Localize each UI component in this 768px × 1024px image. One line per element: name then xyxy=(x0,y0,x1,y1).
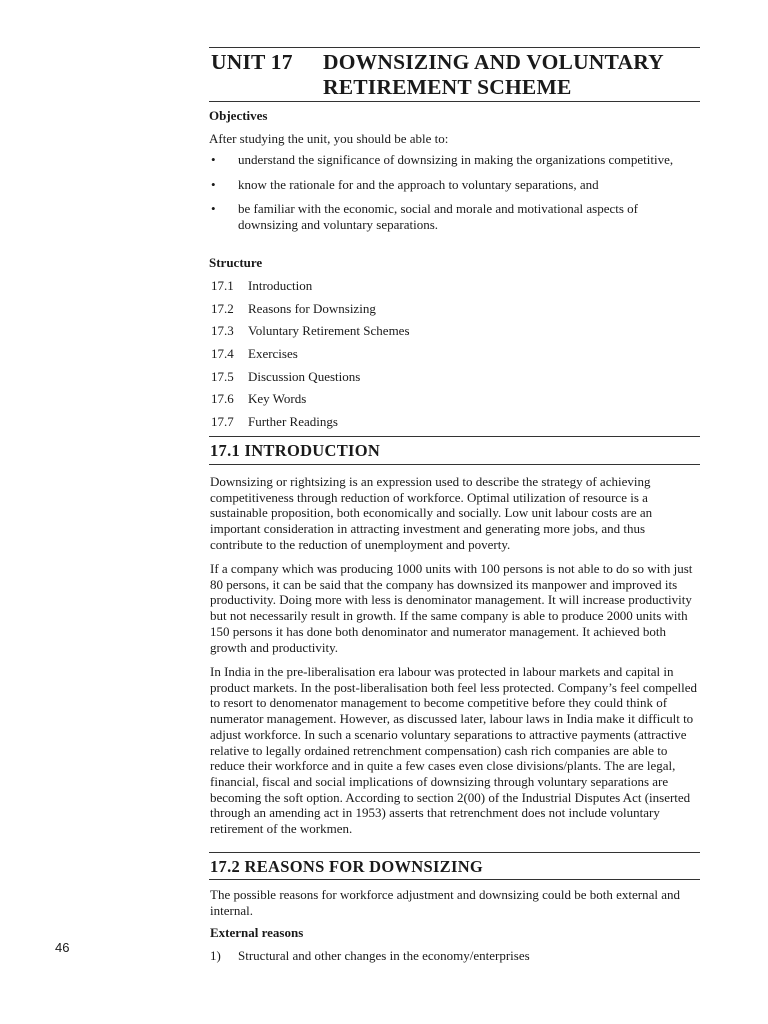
objectives-intro: After studying the unit, you should be able to: xyxy=(209,131,449,146)
structure-item xyxy=(211,346,410,369)
bullet-icon: • xyxy=(211,201,216,217)
title-top-rule xyxy=(209,47,700,48)
objective-item xyxy=(209,201,699,232)
objective-text: understand the significance of downsizing in making the organizations competitive, xyxy=(238,152,674,167)
structure-item-label: Further Readings xyxy=(248,414,338,430)
unit-title-line-2: RETIREMENT SCHEME xyxy=(323,75,572,99)
objective-text: know the rationale for and the approach to voluntary separations, and xyxy=(238,176,599,192)
structure-item xyxy=(211,369,410,392)
list-item-number: 1) xyxy=(210,948,221,963)
structure-item-number: 17.2 xyxy=(211,300,234,316)
title-bottom-rule xyxy=(209,101,700,102)
external-reasons-heading: External reasons xyxy=(210,925,304,940)
structure-item-number: 17.3 xyxy=(211,323,234,339)
section-heading-introduction: 17.1 INTRODUCTION xyxy=(210,441,381,460)
structure-heading: Structure xyxy=(209,255,263,270)
objective-item xyxy=(209,177,699,193)
structure-item xyxy=(211,301,410,324)
unit-title-line-1: DOWNSIZING AND VOLUNTARY xyxy=(323,50,664,74)
structure-item-number: 17.6 xyxy=(211,391,234,407)
objectives-heading: Objectives xyxy=(209,108,268,123)
bullet-icon: • xyxy=(211,152,216,167)
structure-item xyxy=(211,414,410,437)
objectives-list xyxy=(209,152,699,233)
section-1-bottom-rule xyxy=(209,464,700,465)
structure-item-number: 17.5 xyxy=(211,368,234,384)
structure-item xyxy=(211,391,410,414)
introduction-paragraph-3: In India in the pre-liberalisation era labour was protected in labour markets and capital in product markets. In the post-liberalisation both feel less protected. Company’s feel compelled to resort to denomenator management to become competitive before they could think of numerator management. However, as discussed later, labour laws in India make it difficult to adjust workforce. In such a scenario voluntary separations to attractive payments (attractive relative to legally ordained retrenchment compensation) cash rich companies are able to reduce their workforce and in quite a few cases even close divisions/plants. The are legal, financial, fiscal and social implications of downsizing through voluntary separations are becoming the soft option. According to section 2(00) of the Industrial Disputes Act (inserted through an amending act in 1953) asserts that retrenchment does not include voluntary retirement of the workmen. xyxy=(210,664,697,837)
structure-item-label: Discussion Questions xyxy=(248,368,361,384)
introduction-paragraph-2: If a company which was producing 1000 units with 100 persons is not able to do so with just 80 persons, it can be said that the company has downsized its manpower and improved its productivity. Doing more with less is denominator management. It will increase productivity but not necessarily result in growth. If the same company is able to produce 2000 units with 150 persons it has done both denominator and numerator management. It achieved both growth and productivity. xyxy=(210,561,693,655)
structure-item-number: 17.1 xyxy=(211,278,234,293)
list-item xyxy=(210,948,530,964)
section-2-bottom-rule xyxy=(209,879,700,880)
structure-item-number: 17.7 xyxy=(211,414,234,430)
structure-item-label: Reasons for Downsizing xyxy=(248,300,376,316)
structure-list xyxy=(211,278,410,437)
structure-item xyxy=(211,278,410,301)
objective-item xyxy=(209,152,699,168)
structure-item-label: Voluntary Retirement Schemes xyxy=(248,323,410,339)
page-number: 46 xyxy=(55,940,70,955)
section-heading-reasons: 17.2 REASONS FOR DOWNSIZING xyxy=(210,857,484,876)
structure-item xyxy=(211,323,410,346)
structure-item-label: Introduction xyxy=(248,278,313,293)
bullet-icon: • xyxy=(211,176,216,192)
objective-text: be familiar with the economic, social and morale and motivational aspects of downsizing and voluntary separations. xyxy=(238,201,638,233)
introduction-paragraph-1: Downsizing or rightsizing is an expression used to describe the strategy of achieving competitiveness through reduction of workforce. Optimal utilization of resource is a sustainable proposition, both economically and socially. Low unit labour costs are an important consideration in attracting investment and generating more jobs, and thus contribute to the reduction of unemployment and poverty. xyxy=(210,474,653,552)
section-1-top-rule xyxy=(209,436,700,437)
structure-item-label: Exercises xyxy=(248,346,298,362)
list-item-text: Structural and other changes in the economy/enterprises xyxy=(238,948,530,963)
structure-item-number: 17.4 xyxy=(211,346,234,362)
unit-number: UNIT 17 xyxy=(211,50,293,74)
reasons-paragraph: The possible reasons for workforce adjustment and downsizing could be both external and internal. xyxy=(210,887,681,918)
section-2-top-rule xyxy=(209,852,700,853)
structure-item-label: Key Words xyxy=(248,391,307,407)
